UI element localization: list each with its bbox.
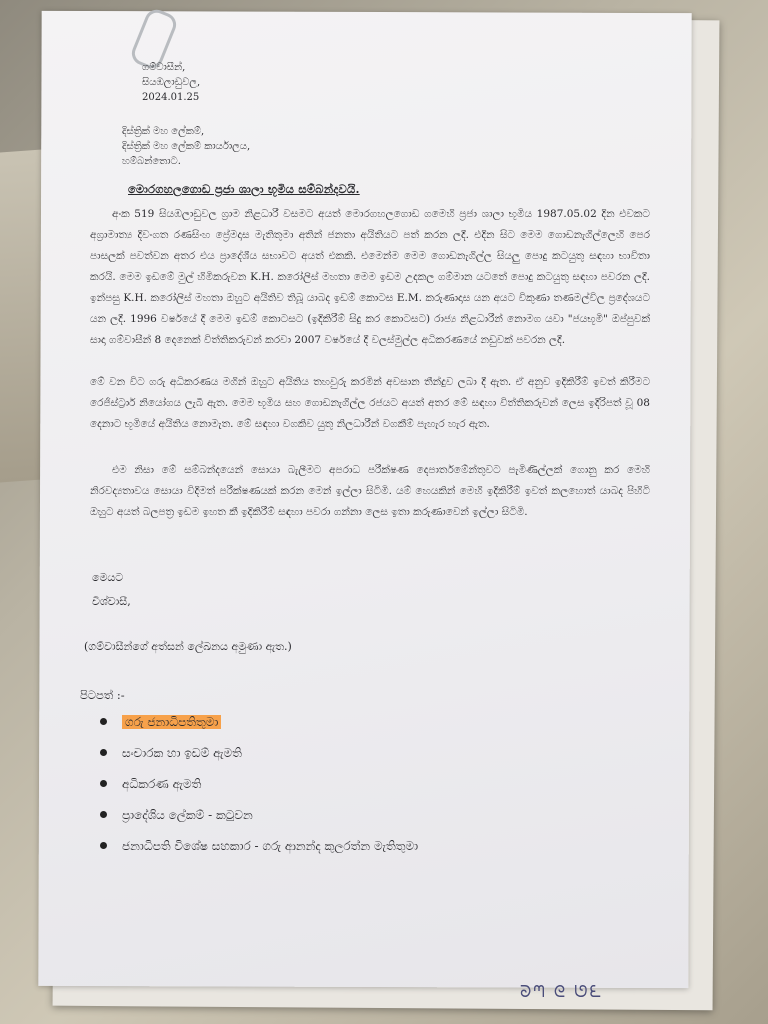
handwriting-underneath: ᘐᘉ ᘓ ᘎᘍ [520,982,604,1001]
bullet-icon [100,780,107,787]
sender-line: ගම්වාසීන්, [142,62,186,73]
copy-recipient-label: ජනාධිපති විශේෂ සහකාර - ගරු ආනන්ද කුලරත්න මැතිතුමා [122,839,419,853]
copy-recipient [92,836,418,867]
copy-recipient [92,774,418,805]
closing-line: මෙයට [92,571,124,584]
letter-subject: මොරගහලගොඩ ප්‍රජා ශාලා භූමිය සම්බන්දවයි. [128,182,360,196]
copy-recipient-label: අධිකරණ ඇමති [122,777,202,791]
closing-block [92,566,131,614]
bullet-icon [100,842,107,849]
bullet-icon [100,811,107,818]
copies-list [92,712,418,867]
letter-date: 2024.01.25 [142,92,200,103]
body-paragraph-1: අංක 519 සියඹලාඩුවල ග්‍රාම නිළධාරී වසමට අයත් මොරගහලගොඩ ගමෙහි ප්‍රජා ශාලා භූමිය 1987.05.02 දින එවකට අග්‍රාමාත්‍ය දිවංගත රණසිංහ ප්‍රේමදාස මැතිතුමා අතින් ජනතා අයිතියට පත් කරන ලදී. එදින සිට මෙම ගොඩනැගිල්ලෙහි පෙර පාසලක් පවත්වන අතර එය ප්‍රාදේශීය සභාවට අයත් එකකි. එමෙන්ම මෙම ගොඩනැගිල්ල සියලු පොදු කටයුතු සඳහා භාවිතා කරයි. මෙම ඉඩමේ මුල් හිමිකරුවන K.H. කරෝලිස් මහතා මෙම ඉඩම උදකල ගම්මාන යටතේ පොදු කටයුතු සඳහා පවරන ලදී. ඉන්පසු K.H. කරෝලිස් මහතා ඔහුට අයිතිව තිබූ යාබද ඉඩම් කොටස E.M. කරුණාදාස යන අයට විකුණා තණමල්විල ප්‍රදේශයට යන ලදී. 1996 වර්ෂයේ දී මෙම ඉඩම් කොටසට (ඉදිකිරීම් සිදු කර කොටසට) රාජ්‍ය නිළධාරීන් නොමග යවා "ජයභූමි" ඔප්පුවක් සාදා ගම්වාසීන් 8 දෙනෙක් විත්තිකරුවන් කරවා 2007 වර්ෂයේ දී වලස්මුල්ල අධිකරණයේ නඩුවක් පවරන ලදී. [90,208,650,346]
bullet-icon [100,718,107,725]
copy-recipient [92,712,418,743]
body-paragraph-3: එම නිසා මේ සම්බන්දයෙන් සොයා බැලීමට අපරාධ පරීක්ෂණ දෙපාර්තමේන්තුවට පැමිණිල්ලක් ගොනු කර මෙහි නිරවද්‍යතාවය සොයා විදිමත් පරීක්ෂණයක් කරන මෙන් ඉල්ලා සිටිමි. යම් හෙයකින් මෙහි ඉදිකිරීම් ඉවත් කලහොත් යාබද පිහිටි ඔහුට අයත් බලපත්‍ර ඉඩම ඉහත කී ඉදිකිරීම් සඳහා පවරා ගන්නා ලෙස ඉතා කරුණාවෙන් ඉල්ලා සිටිමි. [90,464,650,518]
recipient-line: හම්බන්තොට. [122,156,181,167]
attachment-note: (ගම්වාසීන්ගේ අත්සන් ලේඛනය අමුණා ඇත.) [84,640,292,653]
sender-line: සියඹලාඩුවල, [142,77,201,88]
copy-recipient-label: ප්‍රාදේශිය ලේකම් - කටුවන [122,808,253,822]
bullet-icon [100,749,107,756]
copy-recipient-label: සංචාරක හා ඉඩම් ඇමති [122,746,242,760]
body-paragraph-2: මේ වන විට ගරු අධිකරණය මගින් ඔහුට අයිතිය තහවුරු කරමින් අවසාන තීන්දුව ලබා දී ඇත. ඒ අනුව ඉදිකිරීම් ඉවත් කිරීමට රෙජිස්ට්‍රාර් නියෝගය ලැබී ඇත. මෙම භූමිය සහ ගොඩනැගිල්ල රජයට අයත් අතර මේ සඳහා විත්තිකරුවන් ලෙස ඉදිරිපත් වූ 08 දෙනාට භූමියේ අයිතිය නොමැත. මේ සඳහා වගකිව යුතු නිලධාරීන් වගකීම් පැහැර හැර ඇත. [90,376,650,430]
signature-line: විශ්වාසී, [92,595,131,608]
copies-heading: පිටපත් :- [80,688,125,702]
sender-block [142,60,200,105]
copy-recipient [92,805,418,836]
recipient-block [122,124,250,169]
recipient-line: දිස්ත්‍රික් මහ ලේකම් කාර්යාලය, [122,141,251,152]
highlighted-recipient: ගරු ජනාධිපතිතුමා [122,715,221,729]
copy-recipient [92,743,418,774]
recipient-line: දිස්ත්‍රික් මහ ලේකම්, [122,126,205,137]
